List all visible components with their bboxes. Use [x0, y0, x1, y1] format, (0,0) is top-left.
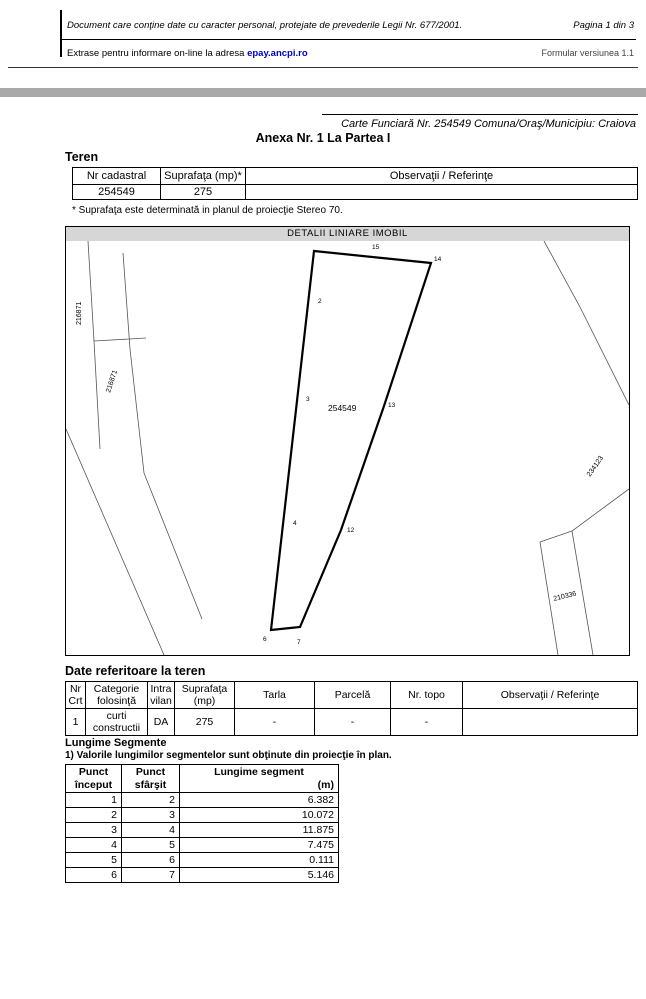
header-tarla: Tarla: [235, 682, 315, 709]
cell-punct-sfarsit: 6: [122, 853, 180, 868]
plan-title: DETALII LINIARE IMOBIL: [66, 227, 629, 241]
point-label: 13: [388, 402, 396, 409]
point-label: 15: [372, 244, 380, 251]
header-nr-cadastral: Nr cadastral: [73, 168, 161, 185]
cell-punct-sfarsit: 2: [122, 793, 180, 808]
cell-punct-inceput: 5: [66, 853, 122, 868]
neighbor-label-right-upper: 234123: [585, 454, 606, 479]
neighbor-label-left-upper: 216871: [76, 301, 83, 325]
cell-nr-topo: -: [391, 709, 463, 736]
cell-suprafata-mp: 275: [175, 709, 235, 736]
cell-tarla: -: [235, 709, 315, 736]
segment-row: [66, 838, 339, 853]
header-suprafata: Suprafaţa (mp)*: [161, 168, 246, 185]
header-nr-crt: Nr Crt: [66, 682, 86, 709]
annex-title: Anexa Nr. 1 La Partea I: [255, 131, 391, 145]
neighbor-label-left-lower: 216871: [105, 369, 120, 394]
segment-row: [66, 868, 339, 883]
parcel-number-label: 254549: [328, 403, 357, 413]
page-indicator: Pagina 1 din 3: [573, 20, 634, 31]
cell-observatii: [246, 185, 638, 200]
header-observatii: Observaţii / Referinţe: [246, 168, 638, 185]
header-nr-topo: Nr. topo: [391, 682, 463, 709]
document-header-row: [67, 20, 634, 31]
cell-lungime: 10.072: [180, 808, 339, 823]
segments-heading: Lungime Segmente: [65, 737, 167, 749]
segment-row: [66, 808, 339, 823]
online-info: [67, 48, 308, 59]
segments-header-row: [66, 765, 339, 793]
segment-row: [66, 823, 339, 838]
date-teren-header-row: [66, 682, 638, 709]
carte-funciara-rule: [322, 114, 638, 115]
header-parcela: Parcelă: [315, 682, 391, 709]
cell-punct-inceput: 3: [66, 823, 122, 838]
page-edge-line: [60, 10, 62, 57]
header-suprafata-mp: Suprafaţa (mp): [175, 682, 235, 709]
cell-lungime: 6.382: [180, 793, 339, 808]
segments-note: 1) Valorile lungimilor segmentelor sunt obţinute din proiecţie în plan.: [65, 750, 392, 761]
cell-nr-crt: 1: [66, 709, 86, 736]
privacy-notice: Document care conţine date cu caracter personal, protejate de prevederile Legii Nr. 677/2001.: [67, 20, 463, 31]
cell-punct-sfarsit: 4: [122, 823, 180, 838]
page-separator: [0, 88, 646, 97]
cell-nr-cadastral: 254549: [73, 185, 161, 200]
header-observatii-referinte: Observaţii / Referinţe: [463, 682, 638, 709]
date-teren-heading: Date referitoare la teren: [65, 664, 206, 678]
date-teren-table: [65, 681, 638, 736]
cell-punct-inceput: 6: [66, 868, 122, 883]
header-lungime-segment: [180, 765, 339, 793]
cell-parcela: -: [315, 709, 391, 736]
point-label: 7: [297, 639, 301, 646]
point-label: 14: [434, 256, 442, 263]
teren-header-row: [73, 168, 638, 185]
cell-lungime: 7.475: [180, 838, 339, 853]
segment-row: [66, 853, 339, 868]
header-punct-sfarsit: Punct sfârşit: [122, 765, 180, 793]
point-label: 3: [306, 396, 310, 403]
teren-data-row: [73, 185, 638, 200]
online-info-row: [67, 48, 634, 59]
epay-link[interactable]: epay.ancpi.ro: [247, 48, 308, 59]
lungime-label: Lungime segment: [214, 766, 304, 778]
neighbor-label-right-lower: 210336: [552, 590, 578, 603]
header-divider: [60, 39, 636, 40]
header-categorie: Categorie folosinţă: [86, 682, 148, 709]
cell-observatii-referinte: [463, 709, 638, 736]
cell-punct-sfarsit: 3: [122, 808, 180, 823]
header-punct-inceput: Punct început: [66, 765, 122, 793]
cell-suprafata: 275: [161, 185, 246, 200]
cell-intravilan: DA: [148, 709, 175, 736]
segment-row: [66, 793, 339, 808]
teren-table: [72, 167, 638, 200]
point-labels: [263, 244, 442, 646]
teren-heading: Teren: [65, 150, 99, 164]
lungime-unit: (m): [317, 778, 334, 791]
cell-punct-inceput: 4: [66, 838, 122, 853]
cell-lungime: 0.111: [180, 853, 339, 868]
point-label: 2: [318, 298, 322, 305]
cell-lungime: 5.146: [180, 868, 339, 883]
header-intravilan: Intra vilan: [148, 682, 175, 709]
point-label: 6: [263, 636, 267, 643]
segments-table: [65, 764, 339, 883]
form-version: Formular versiunea 1.1: [541, 48, 634, 58]
cell-punct-sfarsit: 5: [122, 838, 180, 853]
date-teren-data-row: [66, 709, 638, 736]
carte-funciara-header: Carte Funciară Nr. 254549 Comuna/Oraş/Municipiu: Craiova: [341, 118, 636, 130]
point-label: 4: [293, 520, 297, 527]
cadastral-plan-svg: [66, 241, 629, 655]
page-bottom-rule: [8, 67, 638, 68]
neighbor-boundary-lines: [66, 241, 629, 655]
point-label: 12: [347, 527, 355, 534]
cadastral-plan-box: [65, 226, 630, 656]
cell-punct-sfarsit: 7: [122, 868, 180, 883]
cell-punct-inceput: 2: [66, 808, 122, 823]
cell-punct-inceput: 1: [66, 793, 122, 808]
parcel-outline: [271, 251, 431, 630]
cell-lungime: 11.875: [180, 823, 339, 838]
surface-footnote: * Suprafaţa este determinată in planul de proiecţie Stereo 70.: [72, 205, 343, 216]
cell-categorie: curti constructii: [86, 709, 148, 736]
online-info-prefix: Extrase pentru informare on-line la adresa: [67, 48, 248, 59]
